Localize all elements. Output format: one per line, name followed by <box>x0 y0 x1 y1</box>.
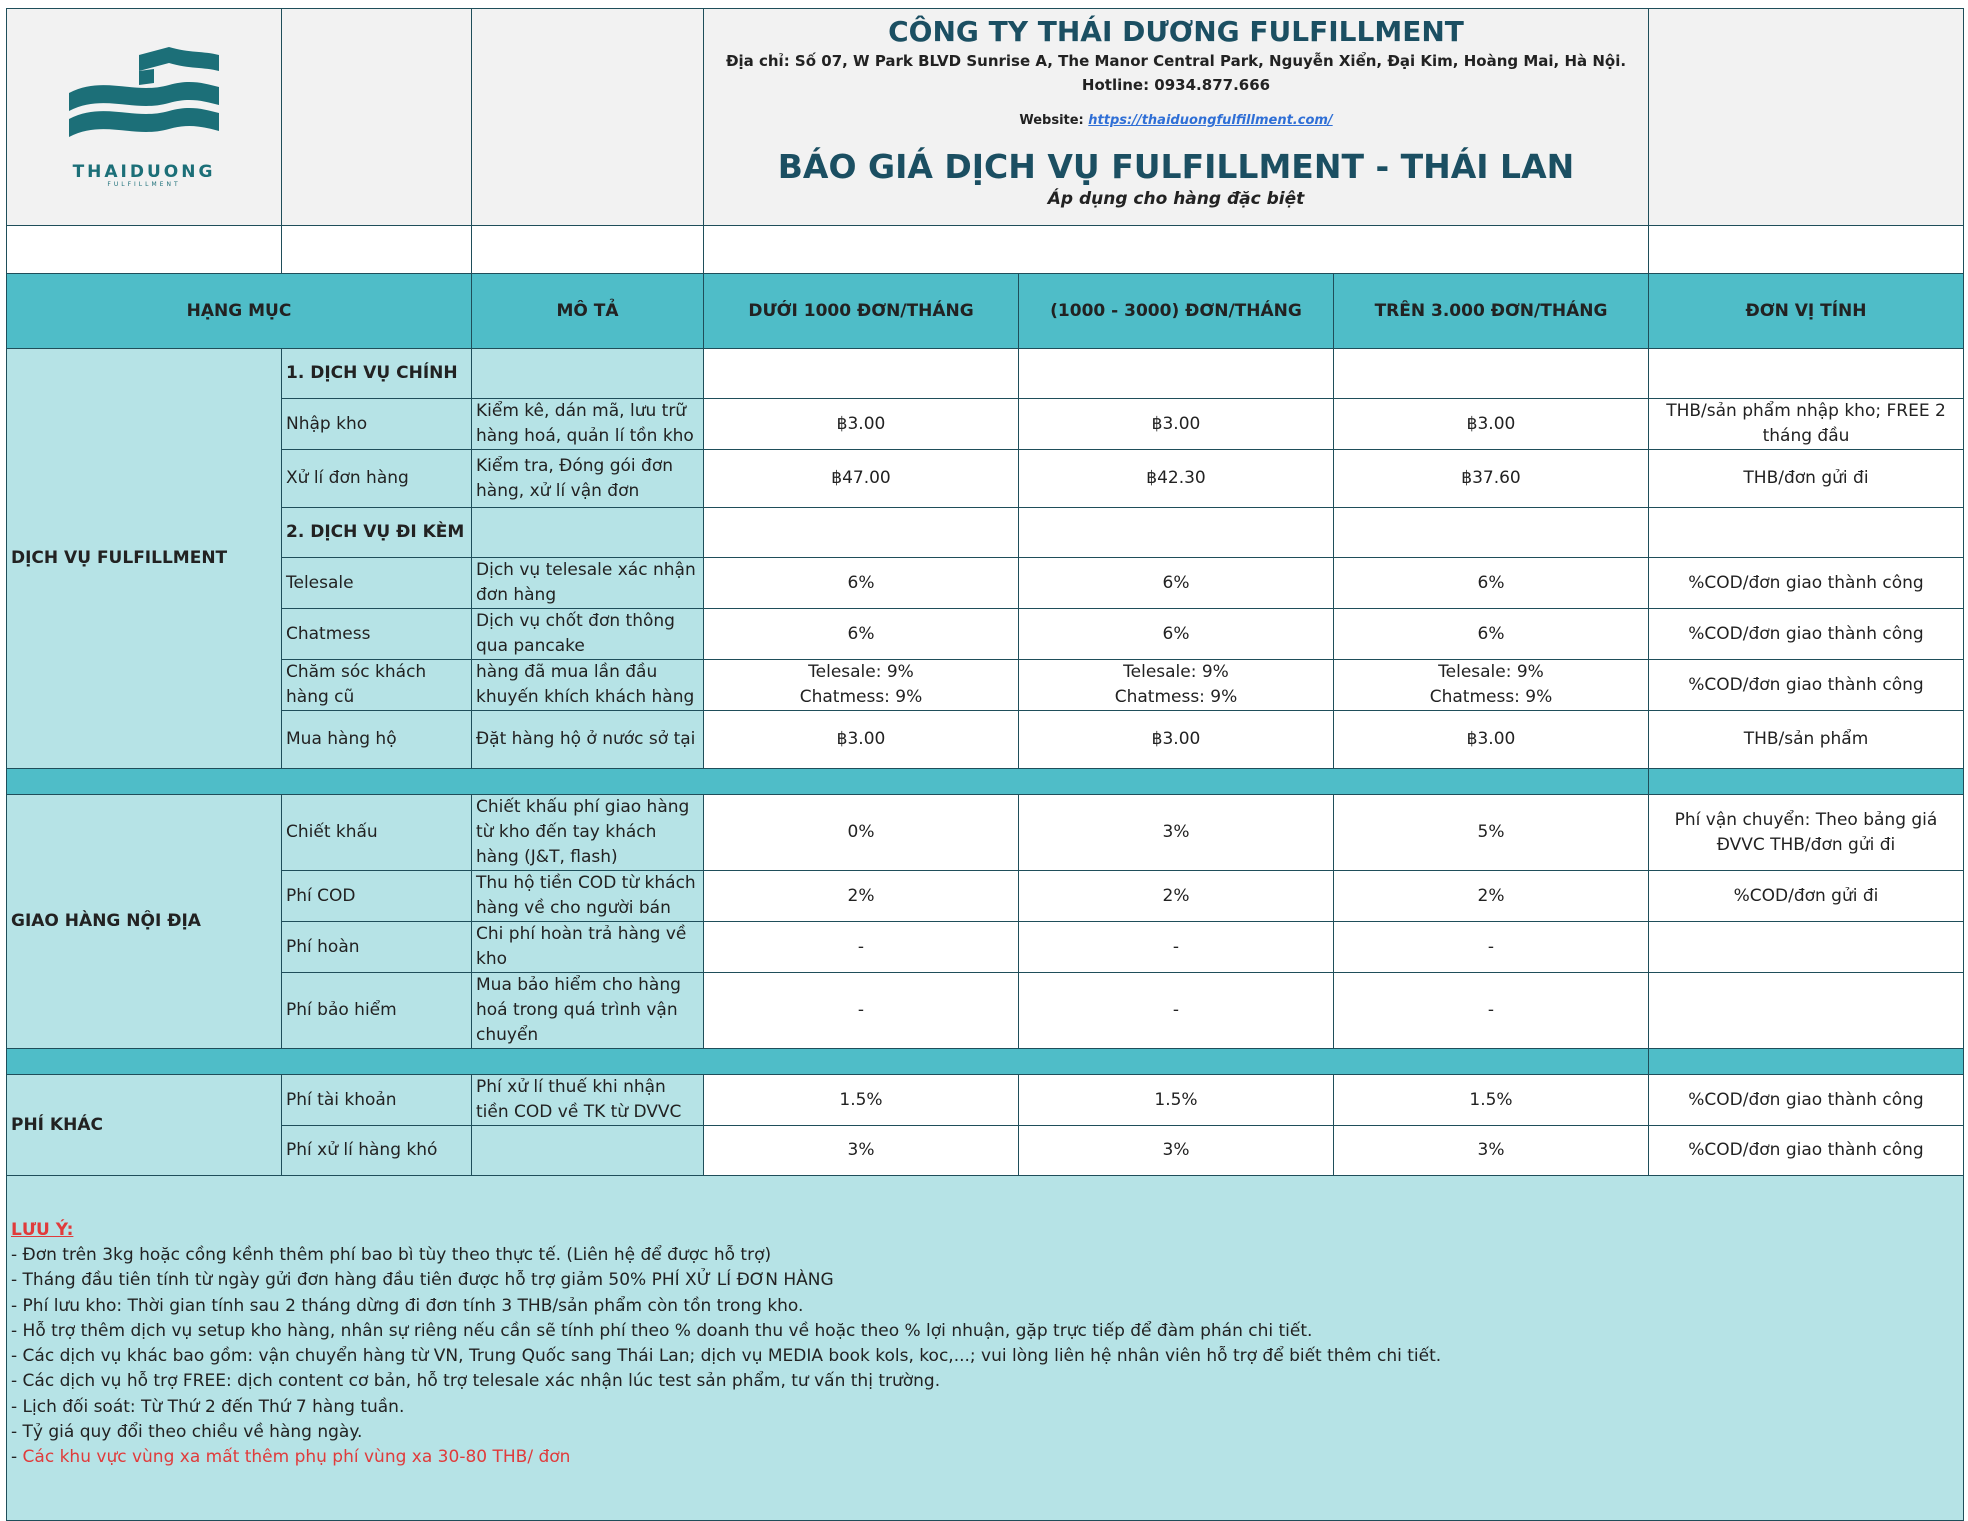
header-title-block <box>704 9 1649 226</box>
col-unit: ĐƠN VỊ TÍNH <box>1649 274 1964 349</box>
col-tier2: (1000 - 3000) ĐƠN/THÁNG <box>1019 274 1334 349</box>
logo-text: THAIDUONG <box>72 162 216 182</box>
notes-title: LƯU Ý: <box>11 1220 74 1240</box>
logo-waves-icon <box>54 45 234 155</box>
note-line: - Đơn trên 3kg hoặc cồng kềnh thêm phí bao bì tùy theo thực tế. (Liên hệ để được hỗ trợ) <box>11 1245 772 1265</box>
note-line-remote-area: - Các khu vực vùng xa mất thêm phụ phí vùng xa 30-80 THB/ đơn <box>11 1447 571 1468</box>
logo <box>7 9 282 226</box>
table-row: Chăm sóc khách hàng cũ hàng đã mua lần đầu khuyến khích khách hàng Telesale: 9% Chatmess: 9% Telesale: 9% Chatmess: 9% Telesale: 9% Chatmess: 9% %COD/đơn giao thành công <box>7 660 1964 711</box>
col-category: HẠNG MỤC <box>7 274 472 349</box>
header-empty-cell <box>472 9 704 226</box>
separator-row <box>7 1049 1964 1075</box>
col-description: MÔ TẢ <box>472 274 704 349</box>
note-line: - Các dịch vụ khác bao gồm: vận chuyển hàng từ VN, Trung Quốc sang Thái Lan; dịch vụ MEDIA book kols, koc,...; vui lòng liên hệ nhân viên hỗ trợ để biết thêm chi tiết. <box>11 1346 1442 1367</box>
note-line: - Các dịch vụ hỗ trợ FREE: dịch content cơ bản, hỗ trợ telesale xác nhận lúc test sản phẩm, tư vấn thị trường. <box>11 1371 941 1392</box>
section-extra-services: 2. DỊCH VỤ ĐI KÈM <box>282 508 472 558</box>
separator-row <box>7 769 1964 795</box>
header-empty-cell <box>282 9 472 226</box>
note-line: - Tháng đầu tiên tính từ ngày gửi đơn hàng đầu tiên được hỗ trợ giảm 50% PHÍ XỬ LÍ ĐƠN HÀNG <box>11 1270 834 1291</box>
column-header-row <box>7 274 1964 349</box>
price-table <box>6 8 1964 1521</box>
company-website: Website: https://thaiduongfulfillment.com/ <box>1019 113 1333 128</box>
logo-subtext: FULFILLMENT <box>107 181 181 188</box>
table-row: Nhập kho Kiểm kê, dán mã, lưu trữ hàng hoá, quản lí tồn kho ฿3.00 ฿3.00 ฿3.00 THB/sản phẩm nhập kho; FREE 2 tháng đầu <box>7 399 1964 450</box>
table-row: Telesale Dịch vụ telesale xác nhận đơn hàng 6% 6% 6% %COD/đơn giao thành công <box>7 558 1964 609</box>
note-line: - Hỗ trợ thêm dịch vụ setup kho hàng, nhân sự riêng nếu cần sẽ tính phí theo % doanh thu về hoặc theo % lợi nhuận, gặp trực tiếp để đàm phán chi tiết. <box>11 1320 1313 1341</box>
note-line: - Phí lưu kho: Thời gian tính sau 2 tháng dừng đi đơn tính 3 THB/sản phẩm còn tồn trong kho. <box>11 1295 804 1316</box>
header-empty-cell <box>1649 9 1964 226</box>
note-line: - Tỷ giá quy đổi theo chiều về hàng ngày. <box>11 1422 363 1443</box>
table-row: Phí COD Thu hộ tiền COD từ khách hàng về cho người bán 2% 2% 2% %COD/đơn gửi đi <box>7 871 1964 922</box>
table-row: Phí hoàn Chi phí hoàn trả hàng về kho - - - <box>7 922 1964 973</box>
table-row: GIAO HÀNG NỘI ĐỊA Chiết khấu Chiết khấu phí giao hàng từ kho đến tay khách hàng (J&T, flash) 0% 3% 5% Phí vận chuyển: Theo bảng giá ĐVVC THB/đơn gửi đi <box>7 795 1964 871</box>
company-name: CÔNG TY THÁI DƯƠNG FULFILLMENT <box>888 15 1464 48</box>
col-tier3: TRÊN 3.000 ĐƠN/THÁNG <box>1334 274 1649 349</box>
report-subtitle: Áp dụng cho hàng đặc biệt <box>1047 189 1305 209</box>
col-tier1: DƯỚI 1000 ĐƠN/THÁNG <box>704 274 1019 349</box>
category-delivery: GIAO HÀNG NỘI ĐỊA <box>7 795 282 1049</box>
table-row: Phí xử lí hàng khó 3% 3% 3% %COD/đơn giao thành công <box>7 1126 1964 1176</box>
notes-block <box>7 1176 1964 1521</box>
company-hotline: Hotline: 0934.877.666 <box>1081 76 1271 94</box>
table-row: Phí bảo hiểm Mua bảo hiểm cho hàng hoá trong quá trình vận chuyển - - - <box>7 973 1964 1049</box>
report-title: BÁO GIÁ DỊCH VỤ FULFILLMENT - THÁI LAN <box>777 147 1575 186</box>
company-address: Địa chỉ: Số 07, W Park BLVD Sunrise A, The Manor Central Park, Nguyễn Xiển, Đại Kim, Hoàng Mai, Hà Nội. <box>725 52 1627 70</box>
table-row: PHÍ KHÁC Phí tài khoản Phí xử lí thuế khi nhận tiền COD về TK từ DVVC 1.5% 1.5% 1.5% %COD/đơn giao thành công <box>7 1075 1964 1126</box>
table-row: Xử lí đơn hàng Kiểm tra, Đóng gói đơn hàng, xử lí vận đơn ฿47.00 ฿42.30 ฿37.60 THB/đơn gửi đi <box>7 450 1964 508</box>
category-fulfillment: DỊCH VỤ FULFILLMENT <box>7 349 282 769</box>
category-other: PHÍ KHÁC <box>7 1075 282 1176</box>
table-row: Chatmess Dịch vụ chốt đơn thông qua pancake 6% 6% 6% %COD/đơn giao thành công <box>7 609 1964 660</box>
table-row: Mua hàng hộ Đặt hàng hộ ở nước sở tại ฿3.00 ฿3.00 ฿3.00 THB/sản phẩm <box>7 711 1964 769</box>
section-main-services: 1. DỊCH VỤ CHÍNH <box>282 349 472 399</box>
website-link[interactable]: https://thaiduongfulfillment.com/ <box>1088 113 1333 128</box>
note-line: - Lịch đối soát: Từ Thứ 2 đến Thứ 7 hàng tuần. <box>11 1396 405 1417</box>
